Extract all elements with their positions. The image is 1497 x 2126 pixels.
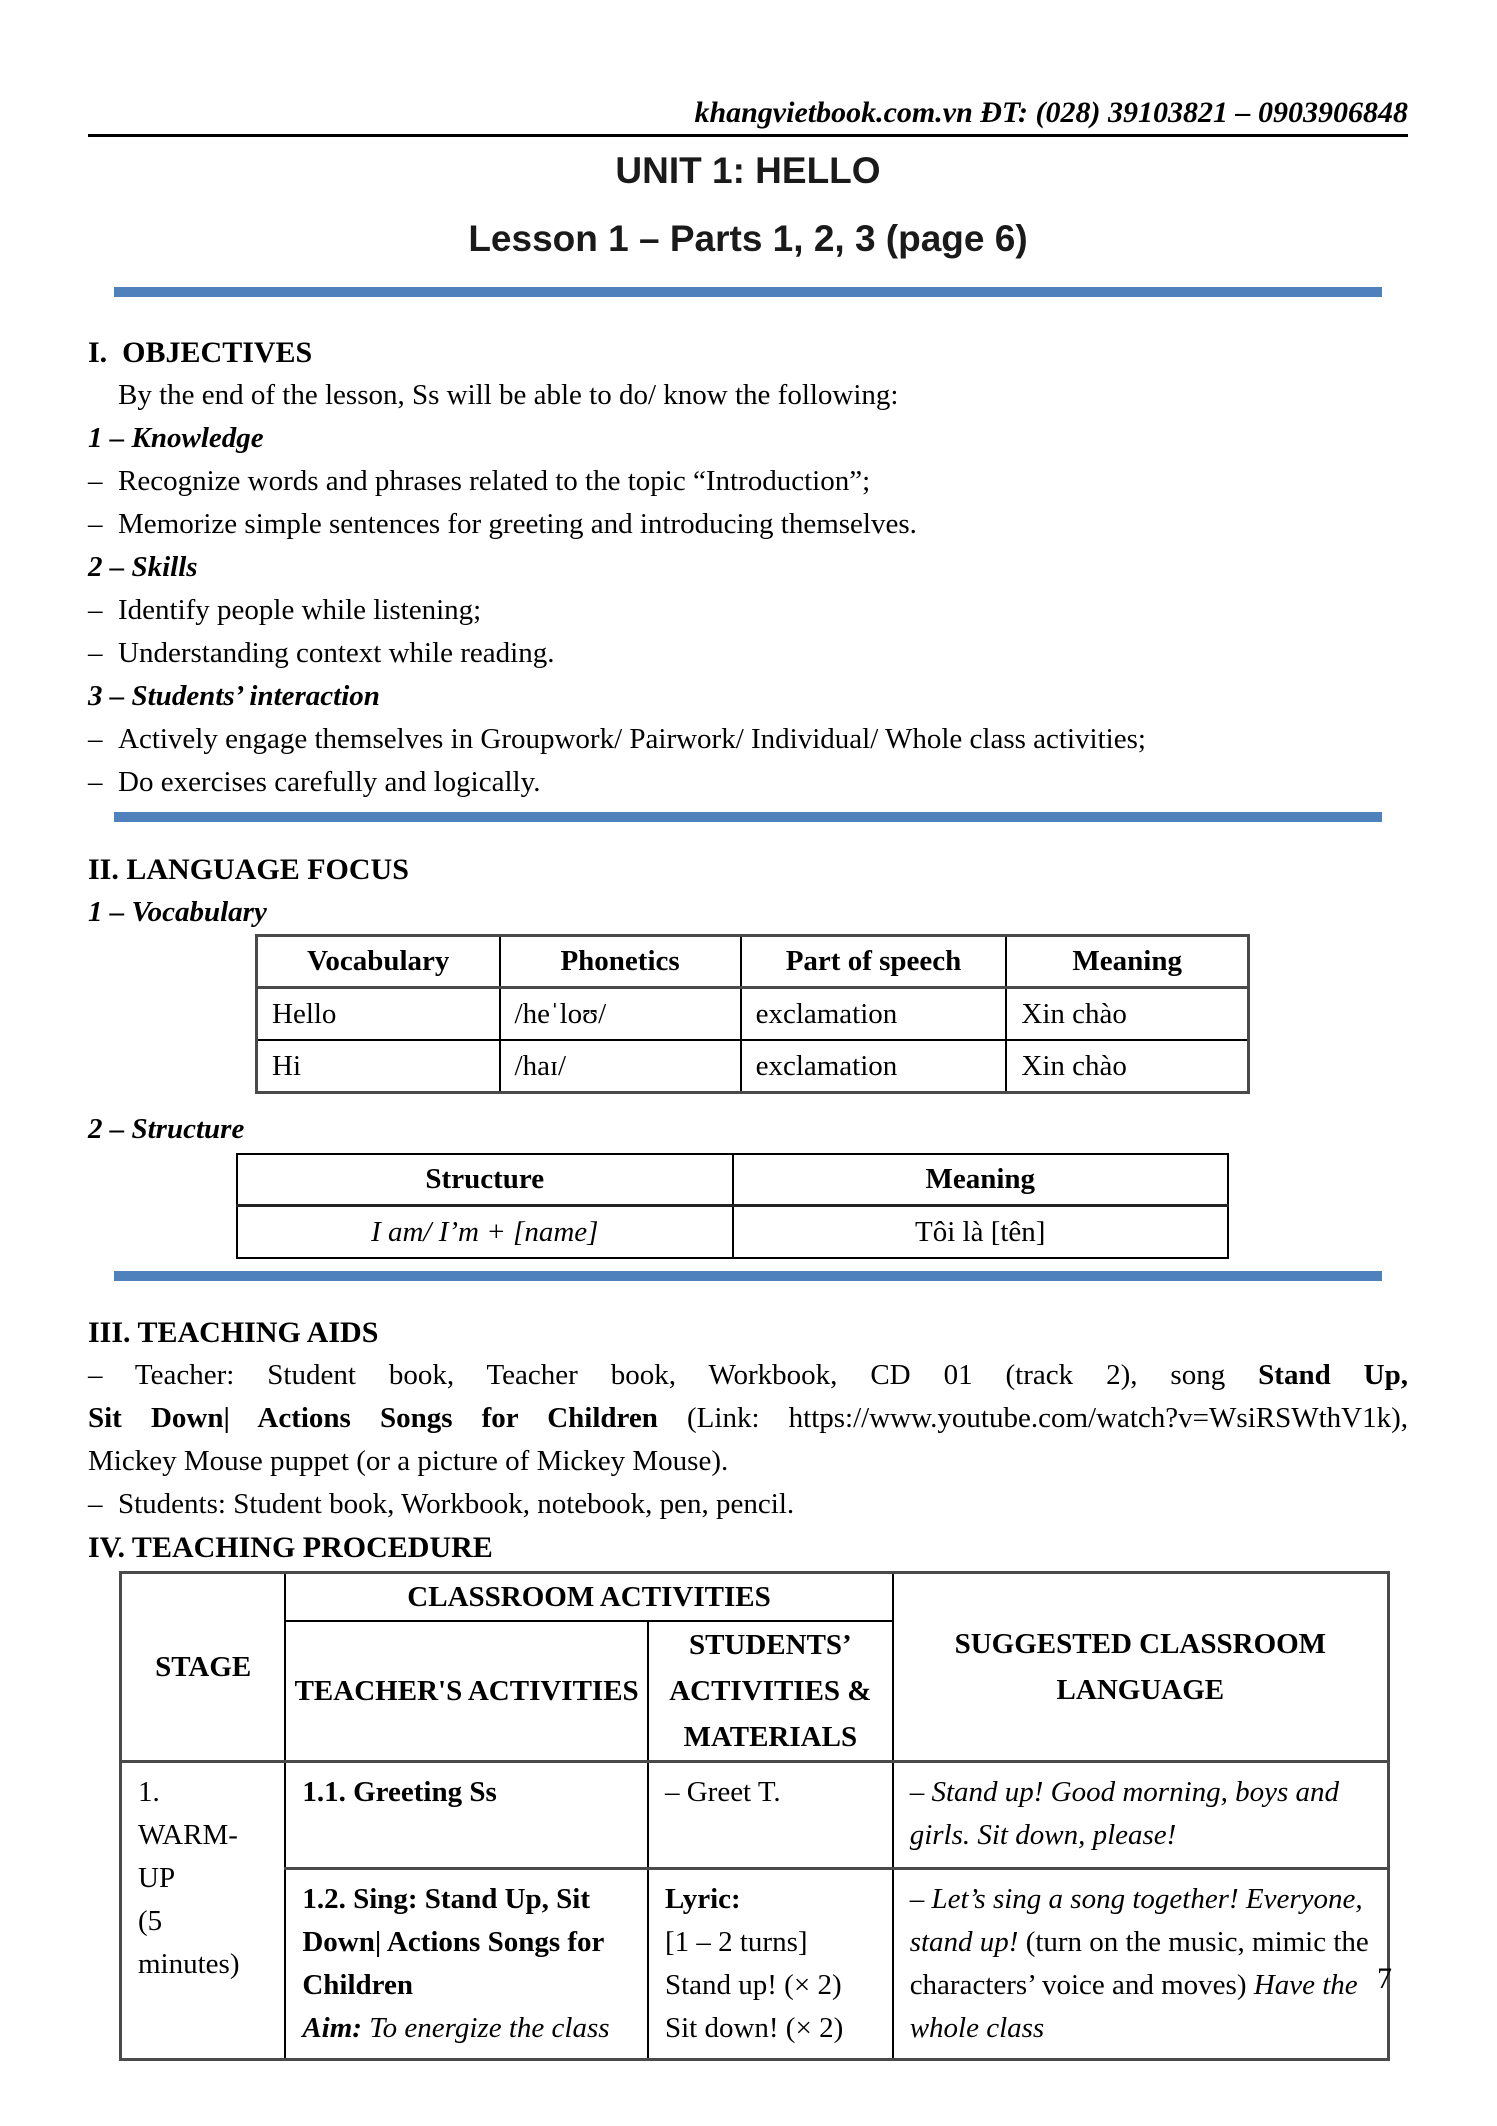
objective-item-text: Memorize simple sentences for greeting and introducing themselves. bbox=[118, 508, 917, 540]
vocab-cell: Hi bbox=[257, 1040, 500, 1093]
text-segment: Aim: bbox=[302, 2012, 362, 2044]
vocab-cell: /haɪ/ bbox=[500, 1040, 741, 1093]
dash-bullet: – bbox=[88, 594, 103, 626]
site-header-text: khangvietbook.com.vn ĐT: (028) 39103821 – 0903906848 bbox=[694, 96, 1408, 129]
table-row bbox=[237, 1206, 1228, 1259]
text-segment: Sit Down| Actions Songs for Children bbox=[88, 1402, 658, 1434]
text-segment: Lyric: bbox=[664, 1883, 741, 1915]
vocab-cell: Xin chào bbox=[1006, 1040, 1248, 1093]
page-number: 7 bbox=[1377, 1962, 1392, 1995]
objective-item bbox=[88, 460, 1408, 503]
vocab-col-header: Vocabulary bbox=[257, 936, 500, 988]
page-content bbox=[0, 96, 1497, 2061]
paragraph: WARM- bbox=[138, 1819, 238, 1851]
procedure-row bbox=[121, 1869, 1389, 2060]
structure-col-header: Structure bbox=[237, 1154, 733, 1206]
text-segment: Sit down! (× 2) bbox=[664, 2012, 844, 2044]
section-divider-bar bbox=[114, 1271, 1382, 1281]
objective-item bbox=[88, 589, 1408, 632]
structure-label: 2 – Structure bbox=[88, 1113, 245, 1145]
objective-item-text: Do exercises carefully and logically. bbox=[118, 766, 541, 798]
structure-cell: I am/ I’m + [name] bbox=[237, 1206, 733, 1259]
teaching-procedure-heading: IV. TEACHING PROCEDURE bbox=[88, 1531, 493, 1564]
vocab-cell: Hello bbox=[257, 988, 500, 1041]
objectives-group-title: 1 – Knowledge bbox=[88, 422, 264, 454]
paragraph bbox=[302, 1771, 635, 1814]
text-segment: Have the whole class bbox=[909, 1969, 1358, 2044]
vocabulary-label: 1 – Vocabulary bbox=[88, 896, 267, 928]
text-segment: To energize the class bbox=[361, 2012, 610, 2044]
text-segment: Stand up! (× 2) bbox=[664, 1969, 842, 2001]
vocab-cell: Xin chào bbox=[1006, 988, 1248, 1041]
text-segment: [1 – 2 turns] bbox=[664, 1926, 808, 1958]
teacher-aids-line bbox=[88, 1354, 1408, 1397]
objective-item-text: Recognize words and phrases related to the topic “Introduction”; bbox=[118, 465, 871, 497]
stage-header-cell: STAGE bbox=[121, 1573, 286, 1762]
section-divider-bar bbox=[114, 812, 1382, 822]
text-segment: (turn on the music, mimic the characters’ voice and moves) bbox=[909, 1926, 1369, 2001]
text-segment: – Greet T. bbox=[664, 1776, 781, 1808]
paragraph: (5 bbox=[138, 1905, 163, 1937]
paragraph bbox=[665, 1921, 880, 1964]
stage-cell bbox=[121, 1762, 286, 2060]
students-activity-cell bbox=[648, 1762, 893, 1869]
objective-item-text: Actively engage themselves in Groupwork/ Pairwork/ Individual/ Whole class activities; bbox=[118, 723, 1146, 755]
text-segment: 1.2. Sing: Stand Up, Sit Down| Actions Songs for Children bbox=[302, 1883, 604, 2001]
procedure-header-row bbox=[121, 1573, 1389, 1622]
vocab-cell: exclamation bbox=[741, 988, 1007, 1041]
text-segment: – Teacher: Student book, Teacher book, Workbook, CD 01 (track 2), song bbox=[88, 1359, 1259, 1391]
text-segment: – Stand up! Good morning, boys and girls. Sit down, please! bbox=[909, 1776, 1340, 1851]
table-row bbox=[257, 1040, 1249, 1093]
objective-item bbox=[88, 503, 1408, 546]
paragraph bbox=[665, 1878, 880, 1921]
vocab-col-header: Meaning bbox=[1006, 936, 1248, 988]
text-segment: (Link: https://www.youtube.com/watch?v=WsiRSWthV1k), bbox=[657, 1402, 1408, 1434]
structure-header-row bbox=[237, 1154, 1228, 1206]
objectives-heading: I. OBJECTIVES bbox=[88, 336, 313, 369]
paragraph: 1. bbox=[138, 1776, 160, 1808]
text-segment: Mickey Mouse puppet (or a picture of Mickey Mouse). bbox=[88, 1445, 729, 1477]
teacher-activity-cell bbox=[285, 1762, 648, 1869]
classroom-activities-header-cell: CLASSROOM ACTIVITIES bbox=[285, 1573, 892, 1622]
dash-bullet: – bbox=[88, 723, 103, 755]
students-activities-header-cell: STUDENTS’ ACTIVITIES & MATERIALS bbox=[648, 1621, 893, 1762]
vocab-col-header: Phonetics bbox=[500, 936, 741, 988]
paragraph bbox=[665, 2007, 880, 2050]
language-focus-heading: II. LANGUAGE FOCUS bbox=[88, 853, 409, 886]
structure-cell: Tôi là [tên] bbox=[733, 1206, 1229, 1259]
students-activity-cell bbox=[648, 1869, 893, 2060]
procedure-table bbox=[119, 1571, 1390, 2061]
dash-bullet: – bbox=[88, 465, 103, 497]
dash-bullet: – bbox=[88, 1488, 103, 1520]
teacher-activities-header-cell: TEACHER'S ACTIVITIES bbox=[285, 1621, 648, 1762]
objectives-intro: By the end of the lesson, Ss will be able to do/ know the following: bbox=[118, 379, 899, 411]
procedure-row bbox=[121, 1762, 1389, 1869]
section-divider-bar bbox=[114, 287, 1382, 297]
paragraph bbox=[302, 2007, 635, 2050]
teacher-aids-line bbox=[88, 1397, 1408, 1440]
text-segment: – Let’s sing a song together! Everyone, stand up! bbox=[909, 1883, 1363, 1958]
paragraph bbox=[910, 1878, 1375, 2050]
suggested-language-header-cell: SUGGESTED CLASSROOM LANGUAGE bbox=[893, 1573, 1389, 1762]
students-aids-text: Students: Student book, Workbook, notebook, pen, pencil. bbox=[118, 1488, 795, 1520]
table-row bbox=[257, 988, 1249, 1041]
vocab-col-header: Part of speech bbox=[741, 936, 1007, 988]
unit-title: UNIT 1: HELLO bbox=[615, 150, 881, 191]
lesson-title: Lesson 1 – Parts 1, 2, 3 (page 6) bbox=[468, 218, 1028, 259]
vocab-cell: exclamation bbox=[741, 1040, 1007, 1093]
vocab-cell: /heˈloʊ/ bbox=[500, 988, 741, 1041]
objective-item-text: Understanding context while reading. bbox=[118, 637, 555, 669]
objective-item bbox=[88, 761, 1408, 804]
objective-item bbox=[88, 718, 1408, 761]
text-segment: Stand Up, bbox=[1258, 1359, 1408, 1391]
dash-bullet: – bbox=[88, 637, 103, 669]
paragraph bbox=[302, 1878, 635, 2007]
vocabulary-header-row bbox=[257, 936, 1249, 988]
paragraph: UP bbox=[138, 1862, 176, 1894]
paragraph bbox=[665, 1964, 880, 2007]
objectives-group-title: 2 – Skills bbox=[88, 551, 198, 583]
vocabulary-table bbox=[255, 934, 1250, 1094]
suggested-language-cell bbox=[893, 1869, 1389, 2060]
dash-bullet: – bbox=[88, 766, 103, 798]
objective-item-text: Identify people while listening; bbox=[118, 594, 482, 626]
paragraph bbox=[665, 1771, 880, 1814]
teacher-activity-cell bbox=[285, 1869, 648, 2060]
teaching-aids-heading: III. TEACHING AIDS bbox=[88, 1316, 379, 1349]
paragraph bbox=[910, 1771, 1375, 1857]
dash-bullet: – bbox=[88, 508, 103, 540]
structure-col-header: Meaning bbox=[733, 1154, 1229, 1206]
objectives-group-title: 3 – Students’ interaction bbox=[88, 680, 380, 712]
text-segment: 1.1. Greeting Ss bbox=[302, 1776, 497, 1808]
structure-table bbox=[236, 1153, 1229, 1259]
students-aids-item bbox=[88, 1483, 1408, 1526]
teacher-aids-line bbox=[88, 1440, 1408, 1483]
paragraph: minutes) bbox=[138, 1948, 240, 1980]
header-rule bbox=[88, 134, 1408, 137]
suggested-language-cell bbox=[893, 1762, 1389, 1869]
objective-item bbox=[88, 632, 1408, 675]
